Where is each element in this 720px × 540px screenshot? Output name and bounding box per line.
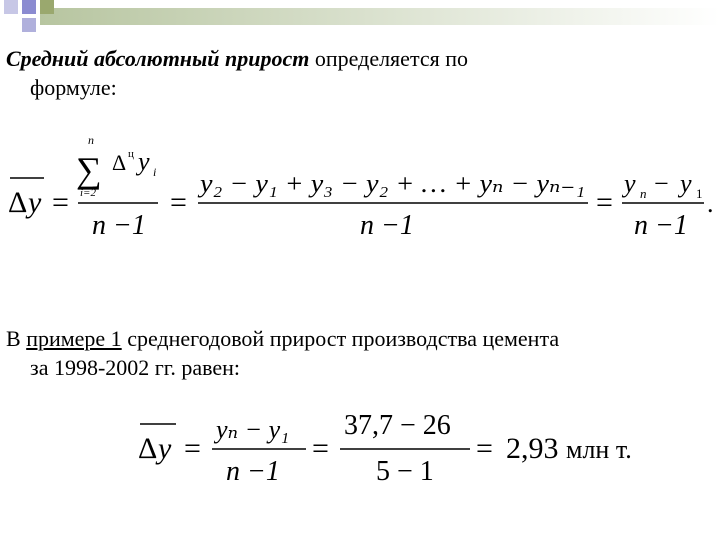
frac1-numerator: yₙ − y₁ [216,415,290,444]
example-text-line2: за 1998-2002 гг. равен: [30,355,241,380]
result-value: 2,93 [506,432,559,465]
numerator-3-a-sub: n [640,186,647,201]
deco-square-4 [22,18,36,32]
example-paragraph [6,324,559,382]
deco-square-1 [4,0,18,14]
sum-term-sup: ц [128,148,134,160]
numerator-3-b-sub: 1 [696,186,703,201]
term-average-absolute-growth: Средний абсолютный прирост [6,46,310,71]
equals-sign-5: = [312,432,329,465]
sum-term-y: y [138,147,150,176]
frac2-numerator: 37,7 − 26 [344,410,451,441]
numerator-3-a: y [624,169,636,198]
denominator-3: n −1 [634,210,688,241]
equals-sign-3: = [596,186,613,219]
example-prefix: В [6,326,27,351]
numerator-3-b: y [680,169,692,198]
equals-sign-6: = [476,432,493,465]
denominator-1: n −1 [92,210,146,241]
equals-sign-2: = [170,186,187,219]
lhs-y: y [28,186,42,219]
example-1-link[interactable]: примере 1 [26,326,122,351]
header-bar [40,8,720,25]
equals-sign-4: = [184,432,201,465]
sum-term-sub: i [153,165,157,179]
example-text: среднегодовой прирост производства цемента [121,326,560,351]
definition-paragraph [6,44,468,102]
formula-cement-growth [0,400,720,500]
deco-square-3 [4,18,18,32]
frac1-denominator: n −1 [226,456,280,487]
sum-lower-limit: i=2 [80,187,96,199]
result-unit: млн т. [566,435,632,464]
deco-square-2 [22,0,36,14]
terminal-dot: . [707,189,714,218]
numerator-3-minus: − [654,169,669,198]
lhs2-y: y [158,432,172,465]
denominator-2: n −1 [360,210,414,241]
sum-sign: ∑ [76,150,102,190]
lhs-delta: Δ [8,186,28,219]
numerator-2: y₂ − y₁ + y₃ − y₂ + … + yₙ − yₙ₋₁ [196,169,585,198]
definition-text-line2: формуле: [30,75,117,100]
header-decoration [0,0,720,40]
sum-upper-limit: n [88,133,94,147]
equals-sign-1: = [52,186,69,219]
sum-term-delta: Δ [112,150,127,175]
formula-average-growth-general [0,128,720,248]
deco-square-5 [40,0,54,14]
frac2-denominator: 5 − 1 [376,456,434,487]
lhs2-delta: Δ [138,432,158,465]
definition-text: определяется по [309,46,468,71]
